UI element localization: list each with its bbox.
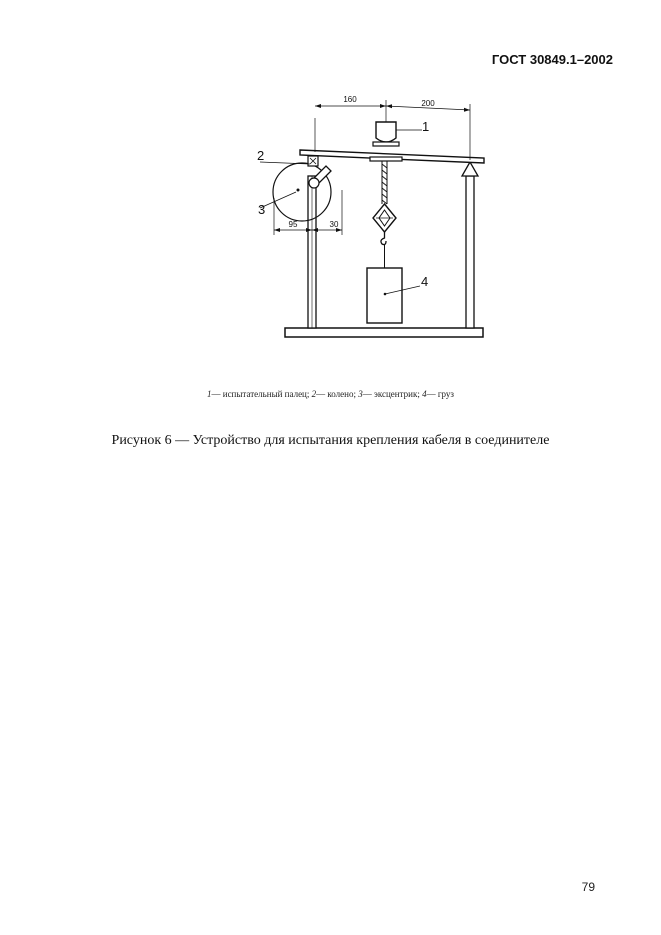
figure-legend (0, 389, 661, 399)
page-number: 79 (581, 880, 595, 894)
pivot-support (462, 162, 478, 176)
callout-3: 3 (258, 202, 266, 217)
hook (381, 232, 386, 245)
figure-caption: Рисунок 6 — Устройство для испытания крепления кабеля в соединителе (111, 433, 550, 448)
dimension-160: 160 (343, 95, 357, 104)
callout-1: 1 (422, 119, 430, 134)
legend-item-knee: 2— колено; (311, 389, 359, 399)
cable (382, 161, 387, 204)
legend-item-finger: 1— испытательный палец; (207, 389, 312, 399)
test-device-drawing (230, 90, 500, 350)
test-device-figure (230, 90, 500, 350)
callout-4: 4 (421, 274, 429, 289)
dimension-95: 95 (288, 220, 298, 229)
right-post (466, 176, 474, 328)
legend-item-eccentric: 3— эксцентрик; (358, 389, 423, 399)
weight (367, 268, 402, 323)
base-plate (285, 328, 483, 337)
dimension-200: 200 (421, 99, 435, 108)
test-finger (376, 122, 396, 142)
dimension-30: 30 (329, 220, 339, 229)
standard-header: ГОСТ 30849.1–2002 (491, 52, 613, 67)
legend-item-weight: 4— груз (422, 389, 454, 399)
callout-2: 2 (257, 148, 265, 163)
